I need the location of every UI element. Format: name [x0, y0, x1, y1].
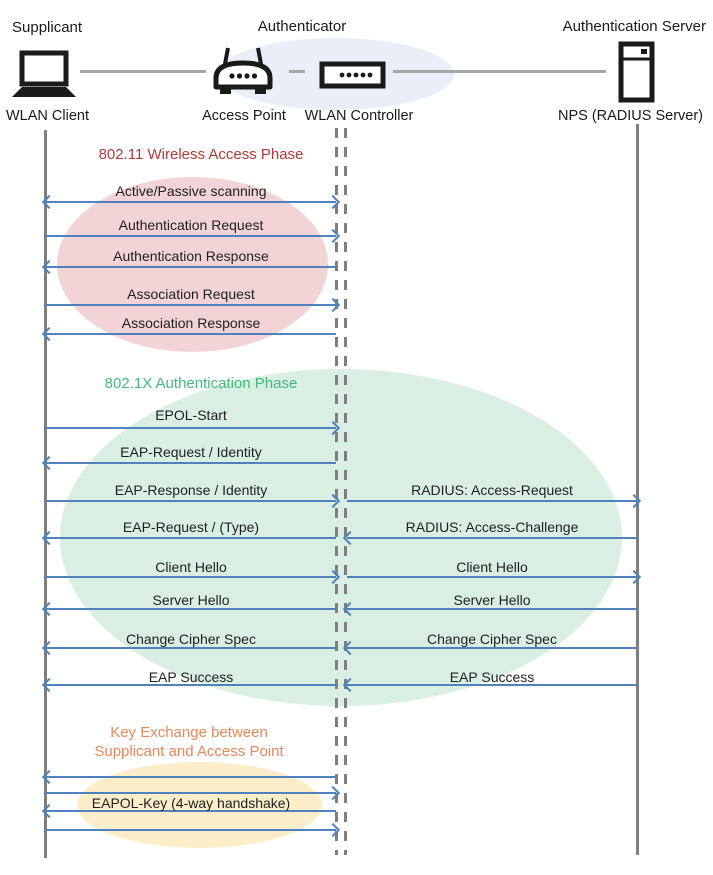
msg-radius-access-challenge: RADIUS: Access-Challenge — [405, 519, 579, 535]
msg-authentication-response: Authentication Response — [113, 248, 269, 264]
msg-client-hello-right: Client Hello — [456, 559, 528, 575]
msg-server-hello-right: Server Hello — [453, 592, 531, 608]
msg-epol-start: EPOL-Start — [155, 407, 227, 423]
msg-eap-request-type: EAP-Request / (Type) — [122, 519, 260, 535]
msg-association-request: Association Request — [127, 286, 255, 302]
arrow-epol-start — [46, 427, 336, 429]
actor-nps-server: NPS (RADIUS Server) — [557, 108, 704, 124]
arrow-scanning — [46, 201, 336, 203]
msg-change-cipher-right: Change Cipher Spec — [427, 631, 557, 647]
arrow-eap-request-identity — [46, 462, 336, 464]
client-ap-link — [80, 70, 206, 73]
wlan-controller-icon — [319, 61, 386, 94]
msg-scanning: Active/Passive scanning — [115, 183, 267, 199]
arrow-change-cipher-left — [46, 647, 336, 649]
msg-eap-response-identity: EAP-Response / Identity — [114, 482, 268, 498]
arrow-client-hello-right — [347, 576, 637, 578]
arrow-radius-access-challenge — [347, 537, 637, 539]
msg-eap-request-identity: EAP-Request / Identity — [120, 444, 262, 460]
role-authentication-server: Authentication Server — [562, 18, 706, 35]
arrow-authentication-request — [46, 235, 336, 237]
controller-server-link — [393, 70, 606, 73]
access-point-icon — [208, 45, 278, 106]
msg-eapol-key: EAPOL-Key (4-way handshake) — [91, 795, 291, 811]
msg-eap-success-left: EAP Success — [148, 669, 234, 685]
arrow-eapol-key-4 — [46, 829, 336, 831]
arrow-client-hello-left — [46, 576, 336, 578]
msg-client-hello-left: Client Hello — [155, 559, 227, 575]
role-authenticator: Authenticator — [257, 18, 347, 35]
actor-wlan-controller: WLAN Controller — [304, 108, 414, 124]
arrow-change-cipher-right — [347, 647, 637, 649]
msg-radius-access-request: RADIUS: Access-Request — [411, 482, 573, 498]
msg-change-cipher-left: Change Cipher Spec — [126, 631, 256, 647]
phase3-title-line1: Key Exchange between — [110, 724, 268, 741]
actor-access-point: Access Point — [202, 108, 286, 124]
arrow-eap-response-identity — [46, 500, 336, 502]
arrow-association-response — [46, 333, 336, 335]
arrow-association-request — [46, 304, 336, 306]
msg-eap-success-right: EAP Success — [449, 669, 535, 685]
arrow-authentication-response — [46, 266, 336, 268]
arrow-eapol-key-1 — [46, 776, 336, 778]
actor-wlan-client: WLAN Client — [6, 108, 89, 124]
server-icon — [618, 41, 656, 108]
msg-association-response: Association Response — [121, 315, 261, 331]
ap-controller-link — [289, 70, 305, 73]
laptop-icon — [10, 50, 78, 105]
msg-authentication-request: Authentication Request — [118, 217, 264, 233]
arrow-server-hello-left — [46, 608, 336, 610]
phase2-title: 802.1X Authentication Phase — [104, 375, 298, 392]
phase1-title: 802.11 Wireless Access Phase — [98, 146, 304, 163]
arrow-server-hello-right — [347, 608, 637, 610]
arrow-radius-access-request — [347, 500, 637, 502]
arrow-eap-request-type — [46, 537, 336, 539]
arrow-eapol-key-2 — [46, 792, 336, 794]
msg-server-hello-left: Server Hello — [152, 592, 230, 608]
phase3-title-line2: Supplicant and Access Point — [94, 743, 284, 760]
role-supplicant: Supplicant — [12, 19, 83, 36]
